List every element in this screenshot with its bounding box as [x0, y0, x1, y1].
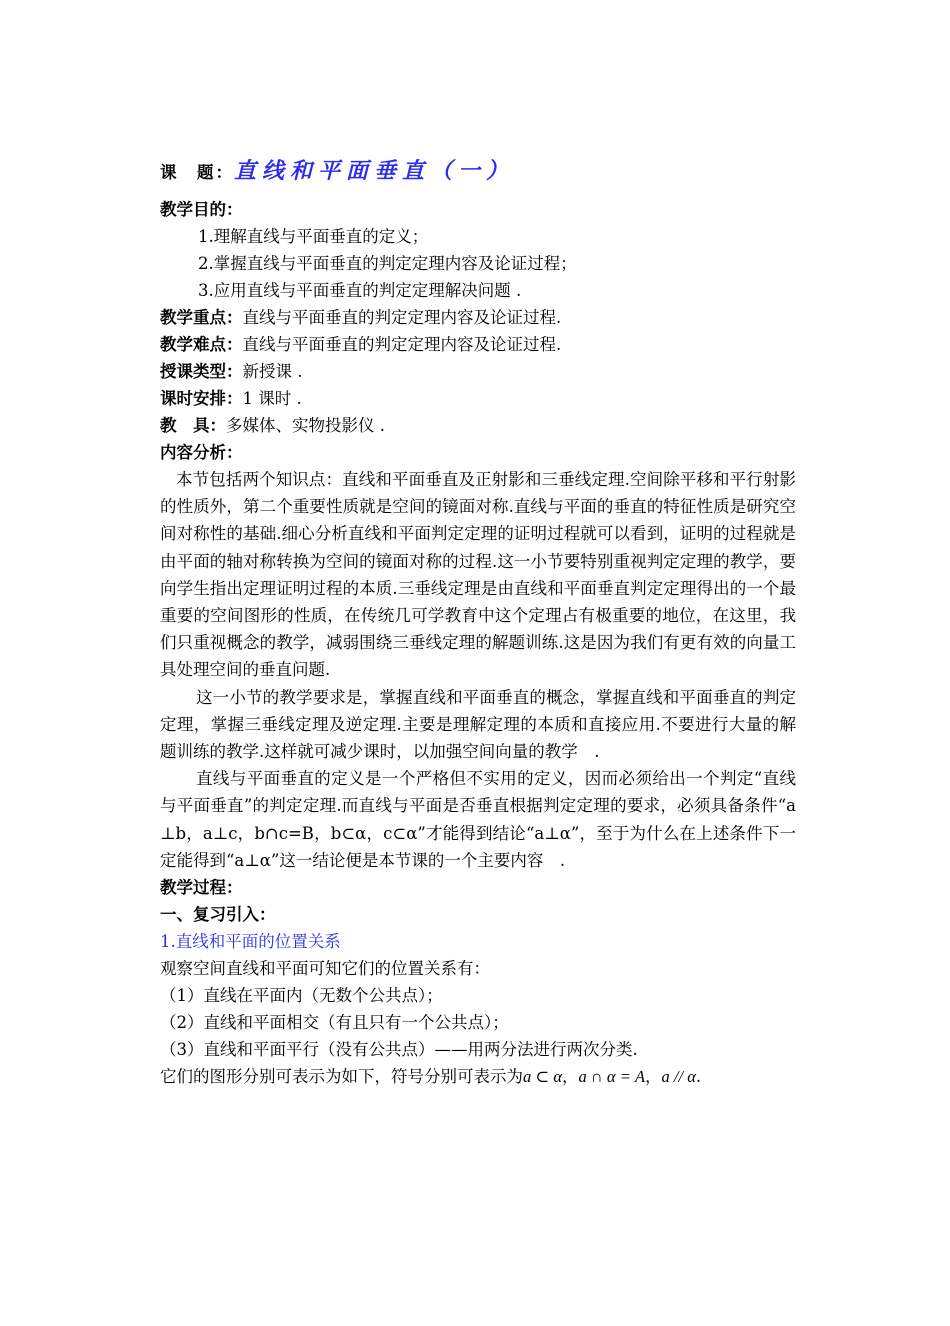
- lesson-title-label: 课 题：: [160, 163, 234, 182]
- symbol-intro: 它们的图形分别可表示为如下，符号分别可表示为: [160, 1067, 523, 1087]
- tools-label: 教 具：: [160, 416, 226, 435]
- tools-row: [160, 412, 796, 439]
- time-value: 1 课时 .: [242, 389, 302, 408]
- type-label: 授课类型：: [160, 362, 243, 381]
- analysis-paragraph-3: 直线与平面垂直的定义是一个严格但不实用的定义，因而必须给出一个判定“直线与平面垂直”的判定定理.而直线与平面是否垂直根据判定定理的要求，必须具备条件“a⊥b，a⊥c，b∩c=B，b⊂α，c⊂α”才能得到结论“a⊥α”，至于为什么在上述条件下一定能得到“a⊥α”这一结论便是本节课的一个主要内容 .: [160, 769, 796, 870]
- observation-text: 观察空间直线和平面可知它们的位置关系有：: [160, 959, 490, 979]
- symbol-intersect: a ∩ α = A: [578, 1067, 646, 1087]
- process-heading: 教学过程：: [160, 878, 243, 898]
- objective-item-1: 1.理解直线与平面垂直的定义；: [198, 227, 429, 246]
- symbol-subset: a ⊂ α: [523, 1067, 562, 1087]
- analysis-heading: 内容分析：: [160, 443, 243, 462]
- objectives-heading: 教学目的：: [160, 200, 243, 219]
- symbol-sep-2: ，: [645, 1067, 662, 1087]
- objective-item-2: 2.掌握直线与平面垂直的判定定理内容及论证过程；: [198, 254, 577, 273]
- section-review-heading: 一、复习引入：: [160, 905, 276, 925]
- focus-label: 教学重点：: [160, 308, 243, 327]
- lesson-title-row: [160, 154, 796, 190]
- analysis-paragraph-1: 本节包括两个知识点：直线和平面垂直及正射影和三垂线定理.空间除平移和平行射影的性质外，第二个重要性质就是空间的镜面对称.直线与平面的垂直的特征性质是研究空间对称性的基础.细心分析直线和平面判定定理的证明过程就可以看到，证明的过程就是由平面的轴对称转换为空间的镜面对称的过程.这一小节要特别重视判定定理的教学，要向学生指出定理证明过程的本质.三垂线定理是由直线和平面垂直判定定理得出的一个最重要的空间图形的性质，在传统几可学教育中这个定理占有极重要的地位，在这里，我们只重视概念的教学，减弱围绕三垂线定理的解题训练.这是因为我们有更有效的向量工具处理空间的垂直问题.: [160, 470, 796, 680]
- symbol-end: .: [695, 1067, 702, 1087]
- time-label: 课时安排：: [160, 389, 243, 408]
- focus-row: [160, 304, 796, 331]
- subsection-position-relation: 1.直线和平面的位置关系: [160, 932, 341, 952]
- relation-item-3: （3）直线和平面平行（没有公共点）——用两分法进行两次分类.: [160, 1040, 638, 1060]
- symbol-sep-1: ，: [562, 1067, 579, 1087]
- document-page: [160, 154, 796, 1090]
- type-row: [160, 358, 796, 385]
- relation-item-2: （2）直线和平面相交（有且只有一个公共点）；: [160, 1013, 509, 1033]
- symbol-row: [160, 1063, 796, 1090]
- time-row: [160, 385, 796, 412]
- tools-value: 多媒体、实物投影仪 .: [226, 416, 385, 435]
- objective-item-3: 3.应用直线与平面垂直的判定定理解决问题 .: [198, 281, 522, 300]
- difficulty-value: 直线与平面垂直的判定定理内容及论证过程.: [242, 335, 562, 354]
- analysis-paragraph-2: 这一小节的教学要求是，掌握直线和平面垂直的概念，掌握直线和平面垂直的判定定理，掌握三垂线定理及逆定理.主要是理解定理的本质和直接应用.不要进行大量的解题训练的教学.这样就可减少课时，以加强空间向量的教学 .: [160, 687, 796, 762]
- symbol-parallel: a // α: [661, 1067, 696, 1087]
- lesson-title: 直线和平面垂直（一）: [234, 158, 515, 184]
- focus-value: 直线与平面垂直的判定定理内容及论证过程.: [242, 308, 562, 327]
- type-value: 新授课 .: [242, 362, 303, 381]
- relation-item-1: （1）直线在平面内（无数个公共点）；: [160, 986, 443, 1006]
- difficulty-row: [160, 331, 796, 358]
- difficulty-label: 教学难点：: [160, 335, 243, 354]
